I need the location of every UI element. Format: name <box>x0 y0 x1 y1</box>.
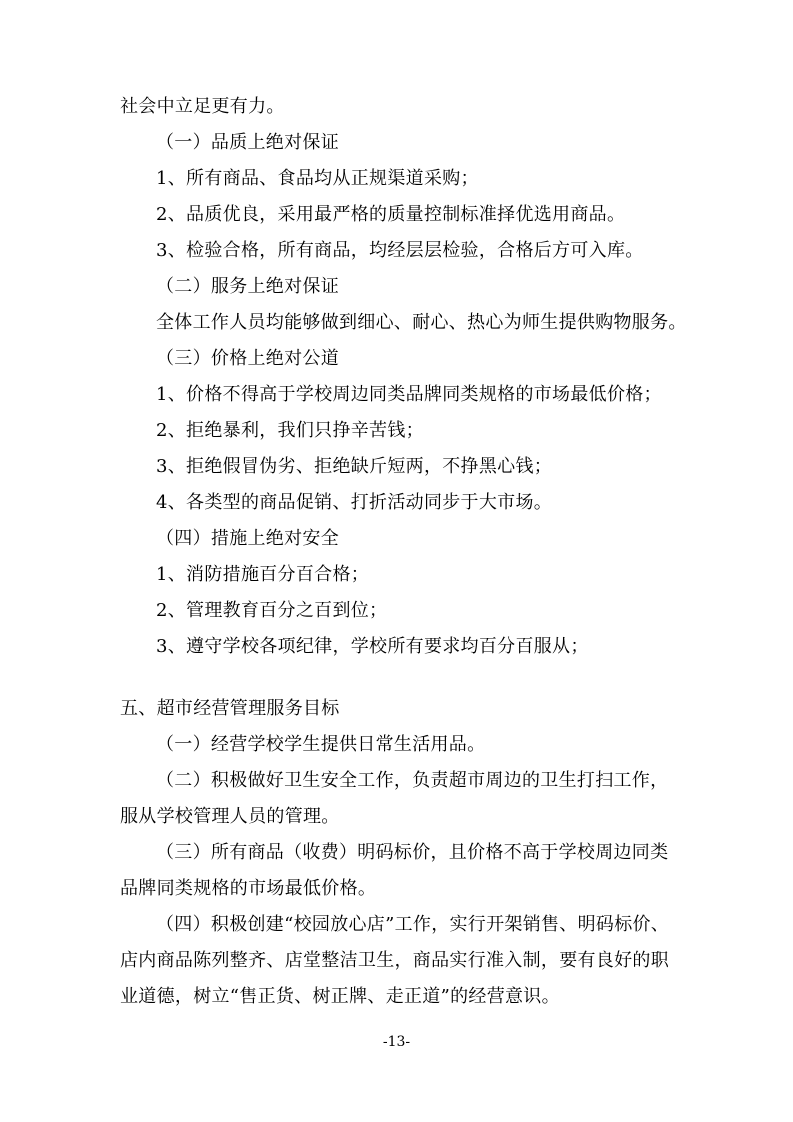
page-number: -13- <box>382 1034 411 1050</box>
list-item: 3、检验合格，所有商品，均经层层检验，合格后方可入库。 <box>156 240 644 261</box>
section-heading: （四）措施上绝对安全 <box>156 528 339 549</box>
text-line: 全体工作人员均能够做到细心、耐心、热心为师生提供购物服务。 <box>156 312 687 333</box>
chapter-heading: 五、超市经营管理服务目标 <box>120 698 340 719</box>
list-item: 2、拒绝暴利，我们只挣辛苦钱； <box>156 420 424 441</box>
text-line: 品牌同类规格的市场最低价格。 <box>120 878 377 899</box>
section-heading: （二）服务上绝对保证 <box>156 276 339 297</box>
list-item: 1、所有商品、食品均从正规渠道采购； <box>156 168 479 189</box>
section-heading: （三）价格上绝对公道 <box>156 348 339 369</box>
text-line: 社会中立足更有力。 <box>120 96 285 117</box>
text-line: 店内商品陈列整齐、店堂整洁卫生，商品实行准入制，要有良好的职 <box>120 950 669 971</box>
list-item: 3、拒绝假冒伪劣、拒绝缺斤短两，不挣黑心钱； <box>156 456 553 477</box>
list-item: 1、价格不得高于学校周边同类品牌同类规格的市场最低价格； <box>156 384 662 405</box>
section-item: （二）积极做好卫生安全工作，负责超市周边的卫生打扫工作， <box>156 770 669 791</box>
section-item: （四）积极创建“校园放心店”工作，实行开架销售、明码标价、 <box>156 914 670 935</box>
section-heading: （一）品质上绝对保证 <box>156 132 339 153</box>
list-item: 3、遵守学校各项纪律，学校所有要求均百分百服从； <box>156 636 589 657</box>
section-item: （三）所有商品（收费）明码标价，且价格不高于学校周边同类 <box>156 842 669 863</box>
list-item: 4、各类型的商品促销、打折活动同步于大市场。 <box>156 492 553 513</box>
text-line: 服从学校管理人员的管理。 <box>120 806 340 827</box>
text-line: 业道德，树立“售正货、树正牌、走正道”的经营意识。 <box>120 986 560 1007</box>
section-item: （一）经营学校学生提供日常生活用品。 <box>156 734 486 755</box>
list-item: 1、消防措施百分百合格； <box>156 564 370 585</box>
list-item: 2、品质优良，采用最严格的质量控制标准择优选用商品。 <box>156 204 626 225</box>
list-item: 2、管理教育百分之百到位； <box>156 600 388 621</box>
